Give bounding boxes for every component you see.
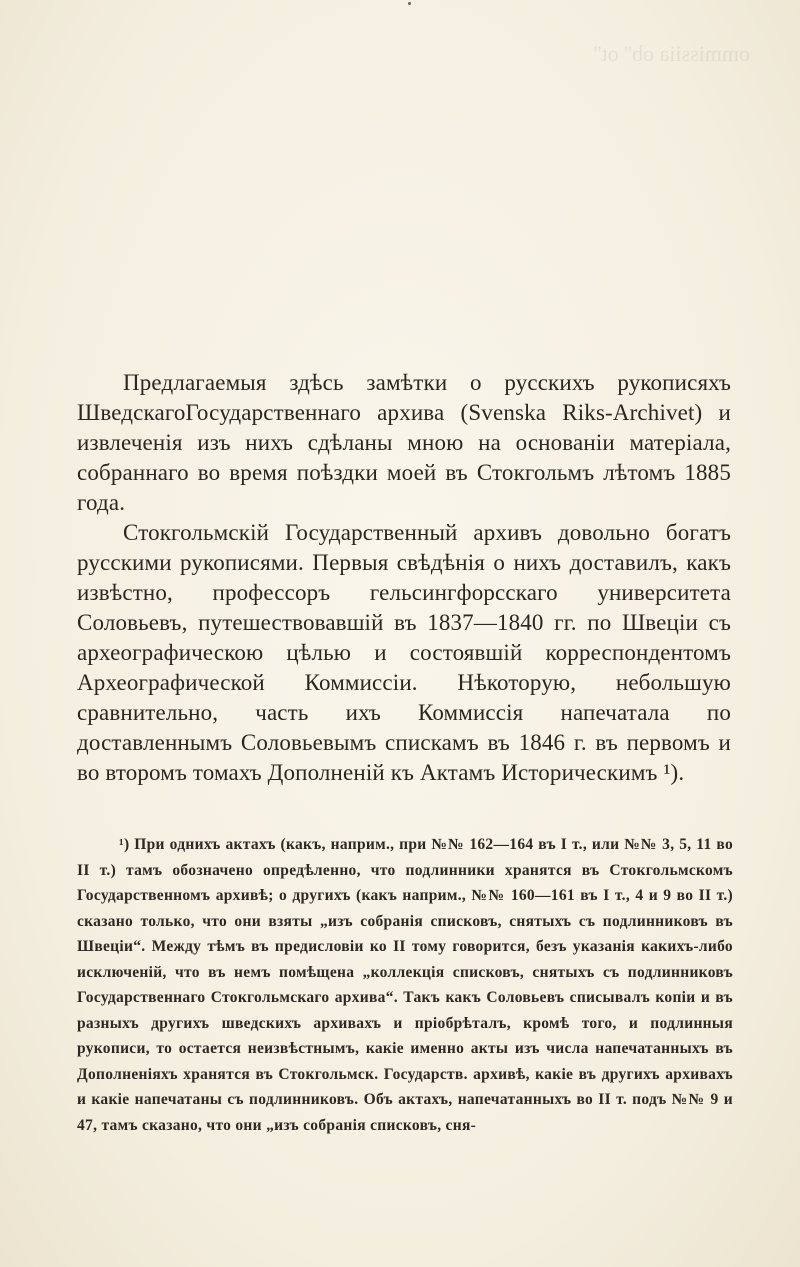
paragraph-intro: Предлагаемыя здѣсь замѣтки о русскихъ рукописяхъ ШведскагоГосударственнаго архива (Svenska Riks-Archivet) и извлеченія изъ нихъ сдѣланы мною на основаніи матеріала, собраннаго во время поѣздки моей въ Стокгольмъ лѣтомъ 1885 года. (77, 370, 731, 515)
scan-speck (408, 2, 411, 5)
bleed-through-text (70, 40, 750, 250)
paragraph-archive: Стокгольмскій Государственный архивъ довольно богатъ русскими рукописями. Первыя свѣдѣнія о нихъ доставилъ, какъ извѣстно, профессоръ гельсингфорсскаго университета Соловьевъ, путешествовавшій въ 1837—1840 гг. по Швеціи съ археографическою цѣлью и состоявшій корреспондентомъ Археографической Коммиссіи. Нѣкоторую, небольшую сравнительно, часть ихъ Коммиссія напечатала по доставленнымъ Соловьевымъ спискамъ въ 1846 г. въ первомъ и во второмъ томахъ Дополненій къ Актамъ Историческимъ ¹). (77, 520, 731, 785)
bleed-line: ommissiia ob'' ot'' (593, 41, 750, 66)
footnote-1: ¹) При однихъ актахъ (какъ, наприм., при №№ 162—164 въ I т., или №№ 3, 5, 11 во II т.) тамъ обозначено опредѣленно, что подлинники хранятся въ Стокгольмскомъ Государственномъ архивѣ; о другихъ (какъ наприм., №№ 160—161 въ I т., 4 и 9 во II т.) сказано только, что они взяты „изъ собранія списковъ, снятыхъ съ подлинниковъ въ Швеціи“. Между тѣмъ въ предисловіи ко II тому говорится, безъ указанія какихъ-либо исключеній, что въ немъ помѣщена „коллекція списковъ, снятыхъ съ подлинниковъ Государственнаго Стокгольмскаго архива“. Такъ какъ Соловьевъ списывалъ копіи и въ разныхъ другихъ шведскихъ архивахъ и пріобрѣталъ, кромѣ того, и подлинныя рукописи, то остается неизвѣстнымъ, какіе именно акты изъ числа напечатанныхъ въ Дополненіяхъ хранятся въ Стокгольмск. Государств. архивѣ, какіе въ другихъ архивахъ и какіе напечатаны съ подлинниковъ. Объ актахъ, напечатанныхъ во II т. подъ №№ 9 и 47, тамъ сказано, что они „изъ собранія списковъ, сня- (77, 836, 733, 1134)
body-text (77, 368, 731, 788)
footnote-block (77, 832, 733, 1138)
